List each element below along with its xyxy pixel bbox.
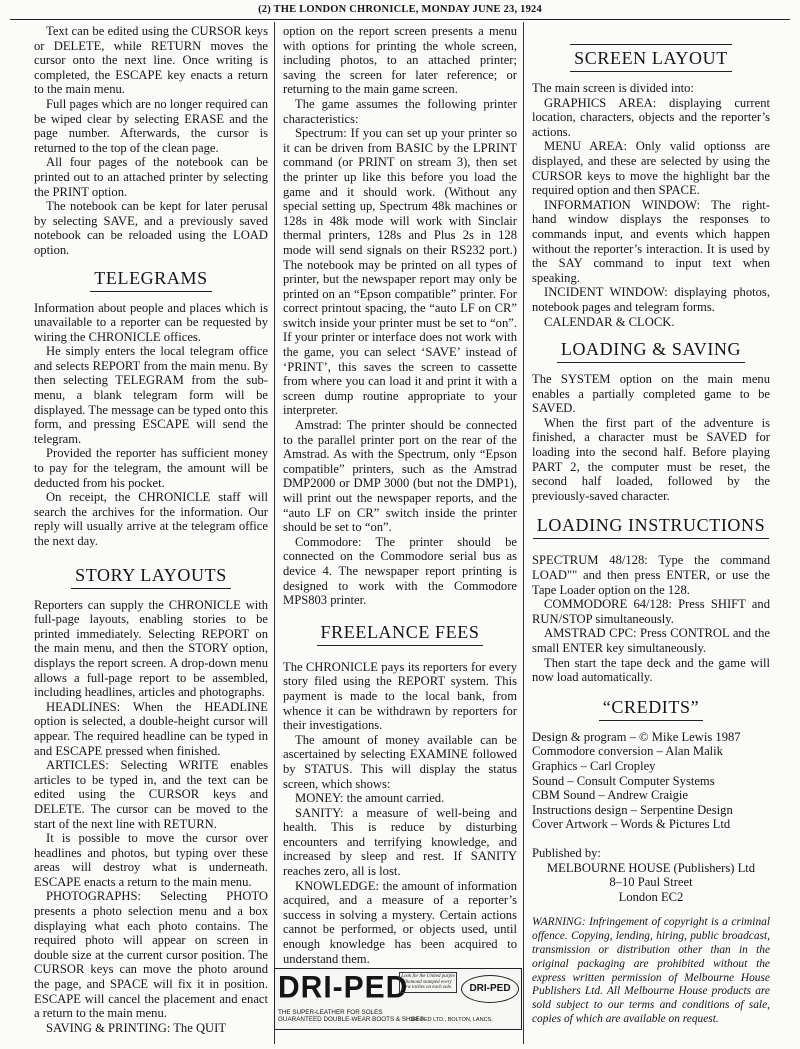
paragraph: Provided the reporter has sufficient money to pay for the telegram, the amount will be deducted from his pocket. bbox=[34, 446, 268, 490]
publisher-name: MELBOURNE HOUSE (Publishers) Ltd bbox=[546, 860, 756, 875]
paragraph: Full pages which are no longer required can be wiped clear by selecting ERASE and the page number. Afterwards, the cursor is returned to the top of the clean page. bbox=[34, 96, 268, 155]
section-heading-freelance-fees: FREELANCE FEES bbox=[317, 622, 484, 646]
credit-line: Design & program – © Mike Lewis 1987 bbox=[532, 729, 741, 744]
credit-line: CBM Sound – Andrew Craigie bbox=[532, 788, 689, 803]
section-heading-story-layouts: STORY LAYOUTS bbox=[71, 565, 231, 589]
paragraph: The notebook can be kept for later perusal by selecting SAVE, and a previously saved notebook can be reloaded using the LOAD option. bbox=[34, 199, 268, 257]
copyright-warning: WARNING: Infringement of copyright is a criminal offence. Copying, lending, hiring, public broadcast, transmission or distribution other than in the original packaging are prohibited without the express written permission of Melbourne House Publishers Ltd. All Melbourne House products are sold subject to our terms and conditions of sale, copies of which are available on request. bbox=[532, 916, 770, 1025]
paragraph: Amstrad: The printer should be connected to the parallel printer port on the rear of the Amstrad. As with the Spectrum, only “Epson compatible” printers, such as the Amstrad DMP2000 or DMP 3000 (but not the DMP1), will print out the newspaper reports, and the “auto LF on CR” switch inside the printer should be set to “on”. bbox=[283, 418, 517, 535]
column-divider bbox=[274, 22, 275, 1044]
paragraph: On receipt, the CHRONICLE staff will search the archives for the information. Our reply will usually arrive at the telegram office the next day. bbox=[34, 490, 268, 548]
paragraph: Then start the tape deck and the game will now load automatically. bbox=[532, 655, 770, 685]
paragraph: The amount of money available can be ascertained by selecting EXAMINE followed by STATUS. This will display the status screen, which shows: bbox=[283, 732, 517, 791]
credit-line: Commodore conversion – Alan Malik bbox=[532, 744, 723, 759]
published-by-label: Published by: bbox=[532, 845, 601, 860]
paragraph: All four pages of the notebook can be printed out to an attached printer by selecting the PRINT option. bbox=[34, 155, 268, 199]
paragraph: When the first part of the adventure is finished, a character must be SAVED for loading into the second half. Before playing PART 2, the computer must be reset, the second half loaded, followed by the previously-saved character. bbox=[532, 415, 770, 503]
paragraph: SPECTRUM 48/128: Type the command LOAD"" and then press ENTER, or use the Tape Loader option on the 128. bbox=[532, 553, 770, 597]
paragraph: Text can be edited using the CURSOR keys or DELETE, while RETURN moves the cursor onto the next line. Once writing is completed, the ESCAPE key enacts a return to the main menu. bbox=[34, 24, 268, 97]
column-middle bbox=[283, 24, 517, 966]
publisher-city: London EC2 bbox=[618, 889, 684, 904]
paragraph: INFORMATION WINDOW: The right-hand window displays the responses to commands input, and events which happen without the reporter’s interaction. It is used by the SAY command to input text when speaking. bbox=[532, 197, 770, 285]
ad-tagline-line: THE SUPER-LEATHER FOR SOLES bbox=[278, 1009, 383, 1016]
ad-tagline bbox=[278, 1009, 424, 1023]
paragraph: The game assumes the following printer characteristics: bbox=[283, 96, 517, 126]
paragraph: Spectrum: If you can set up your printer so it can be driven from BASIC by the LPRINT command (or PRINT on stream 3), then set the printer up like this before you load the game and it should work. (Without any special setting up, Spectrum 48k machines or 128s in 48k mode will work with Sinclair thermal printers, 128s and Plus 2s in 128 mode will send signals on their RS232 port.) The notebook may be printed on all types of printer, but the newspaper report may only be printed on an “Epson compatible” printer. For correct printout spacing, the “auto LF on CR” switch inside your printer must be set to “on”. If your printer or interface does not work with the game, you can select ‘SAVE’ instead of ‘PRINT’, this saves the screen to cassette from where you can load it and print it with a screen dump routine appropriate to your interpreter. bbox=[283, 126, 517, 418]
paragraph: The SYSTEM option on the main menu enables a partially completed game to be SAVED. bbox=[532, 372, 770, 416]
credit-line: Cover Artwork – Words & Pictures Ltd bbox=[532, 817, 731, 832]
ad-address: DRI-PED LTD., BOLTON, LANCS. bbox=[409, 1017, 493, 1023]
paragraph: AMSTRAD CPC: Press CONTROL and the small ENTER key simultaneously. bbox=[532, 626, 770, 655]
credit-line: Instructions design – Serpentine Design bbox=[532, 802, 733, 817]
paragraph: PHOTOGRAPHS: Selecting PHOTO presents a photo selection menu and a box displaying what each photo contains. The required photo will appear on screen in double size at the current cursor position. The CURSOR keys can move the photo around the page, and SPACE will fix it in position. ESCAPE will cancel the placement and enact a return to the main menu. bbox=[34, 889, 268, 1021]
section-heading-telegrams: TELEGRAMS bbox=[90, 268, 211, 292]
credit-line: Graphics – Carl Cropley bbox=[532, 758, 656, 773]
section-heading-credits: “CREDITS” bbox=[599, 697, 703, 721]
paragraph: The CHRONICLE pays its reporters for every story filed using the REPORT system. This payment is made to the local bank, from whence it can be withdrawn by reporters for their investigations. bbox=[283, 659, 517, 733]
masthead: (2) THE LONDON CHRONICLE, MONDAY JUNE 23, 1924 bbox=[258, 4, 542, 15]
paragraph: option on the report screen presents a menu with options for printing the whole screen, including photos, to an attached printer; saving the screen for later reference; or returning to the main game screen. bbox=[283, 24, 517, 97]
paragraph: MENU AREA: Only valid optionss are displayed, and these are selected by using the CURSOR keys to move the highlight bar the required option and then SPACE. bbox=[532, 139, 770, 198]
credit-line: Sound – Consult Computer Systems bbox=[532, 773, 715, 788]
paragraph: Commodore: The printer should be connected on the Commodore serial bus as device 4. The newspaper report printing is designed to work with the Commodore MPS803 printer. bbox=[283, 534, 517, 608]
paragraph: ARTICLES: Selecting WRITE enables articles to be typed in, and the text can be edited using the CURSOR keys and DELETE. The cursor can be moved to the start of the next line with RETURN. bbox=[34, 758, 268, 831]
paragraph: COMMODORE 64/128: Press SHIFT and RUN/STOP simultaneously. bbox=[532, 597, 770, 626]
column-right bbox=[532, 24, 770, 1027]
ad-logo: DRI-PED bbox=[278, 970, 409, 1005]
paragraph: SANITY: a measure of well-being and health. This is reduce by disturbing encounters and terrifying knowledge, and increased by sleep and rest. If SANITY reaches zero, all is lost. bbox=[283, 805, 517, 879]
ad-badge: DRI-PED bbox=[461, 975, 519, 1003]
paragraph: SAVING & PRINTING: The QUIT bbox=[46, 1020, 227, 1035]
paragraph: The main screen is divided into: bbox=[532, 81, 694, 95]
paragraph: MONEY: the amount carried. bbox=[295, 791, 445, 806]
dri-ped-advertisement bbox=[274, 968, 522, 1030]
paragraph: KNOWLEDGE: the amount of information acquired, and a measure of a reporter’s success in solving a mystery. Certain actions cannot be performed, or objects used, until enough knowledge has been acquired to understand them. bbox=[283, 878, 517, 966]
masthead-rule bbox=[10, 19, 790, 20]
ad-fine-print: Look for the United purple diamond stamped every few inches on each sole. bbox=[399, 972, 457, 993]
column-divider bbox=[523, 22, 524, 1044]
paragraph: He simply enters the local telegram office and selects REPORT from the main menu. By then selecting TELEGRAM from the sub-menu, a blank telegram form will be displayed. The message can be typed onto this form, and pressing ESCAPE will send the telegram. bbox=[34, 344, 268, 446]
column-left bbox=[34, 24, 268, 1035]
section-heading-loading-saving: LOADING & SAVING bbox=[557, 339, 745, 363]
paragraph: Information about people and places which is unavailable to a reporter can be requested by wiring the CHRONICLE offices. bbox=[34, 300, 268, 344]
ad-tagline-line: GUARANTEED DOUBLE-WEAR BOOTS & SHOES bbox=[278, 1016, 424, 1023]
paragraph: It is possible to move the cursor over headlines and photos, but typing over these areas will destroy what is underneath. ESCAPE enacts a return to the main menu. bbox=[34, 831, 268, 889]
paragraph: CALENDAR & CLOCK. bbox=[544, 314, 675, 329]
paragraph: Reporters can supply the CHRONICLE with full-page layouts, enabling stories to be printed immediately. Selecting REPORT on the main menu, and then the STORY option, displays the report screen. A drop-down menu allows a full-page report to be assembled, including headlines, articles and photographs. bbox=[34, 597, 268, 700]
credits-list bbox=[532, 730, 770, 832]
paragraph: GRAPHICS AREA: displaying current location, characters, objects and the reporter’s actions. bbox=[532, 95, 770, 139]
publisher-address: 8–10 Paul Street bbox=[609, 875, 693, 890]
section-heading-screen-layout: SCREEN LAYOUT bbox=[570, 44, 732, 72]
section-heading-loading-instructions: LOADING INSTRUCTIONS bbox=[533, 515, 770, 539]
paragraph: INCIDENT WINDOW: displaying photos, notebook pages and telegram forms. bbox=[532, 285, 770, 314]
paragraph: HEADLINES: When the HEADLINE option is selected, a double-height cursor will appear. The required headline can be typed in and ESCAPE pressed when finished. bbox=[34, 699, 268, 758]
